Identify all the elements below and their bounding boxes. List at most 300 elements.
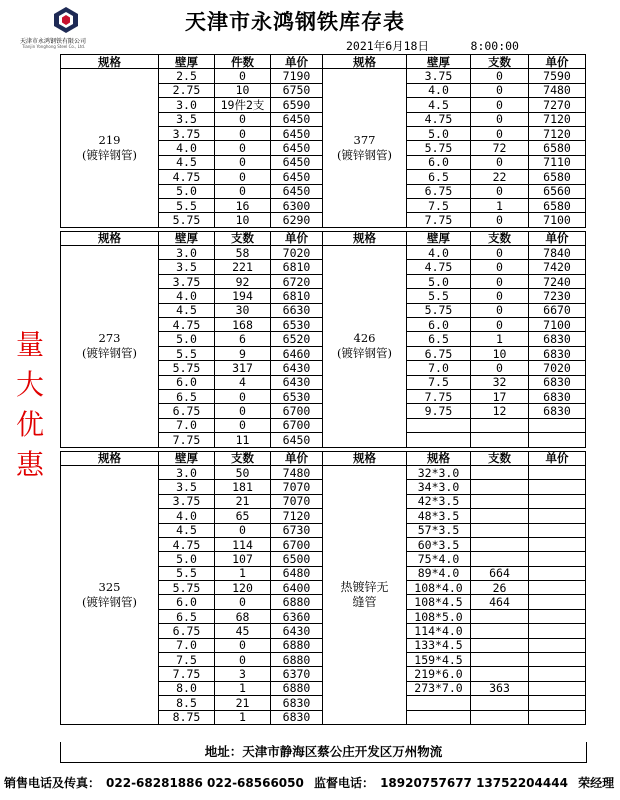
- thickness-cell: 6.75: [159, 624, 215, 638]
- sales-label: 销售电话及传真：: [4, 776, 101, 790]
- thickness-cell: [407, 418, 471, 432]
- header-row: [61, 231, 586, 245]
- col-header-spec: 规格: [61, 55, 159, 69]
- sales-phones: 022-68281886 022-68566050: [106, 776, 304, 790]
- thickness-cell: 4.0: [407, 83, 471, 97]
- col-header-thickness: 壁厚: [159, 55, 215, 69]
- thickness-cell: 6.0: [159, 595, 215, 609]
- price-cell: 6450: [271, 126, 323, 140]
- thickness-cell: [407, 696, 471, 710]
- price-cell: 6450: [271, 141, 323, 155]
- qty-cell: 0: [471, 83, 529, 97]
- qty-cell: 3: [215, 667, 271, 681]
- price-cell: 6300: [271, 198, 323, 212]
- qty-cell: 0: [471, 260, 529, 274]
- promo-char: 量: [15, 328, 44, 361]
- col-header-spec: 规格: [323, 55, 407, 69]
- price-cell: 6700: [271, 418, 323, 432]
- qty-cell: 16: [215, 198, 271, 212]
- thickness-cell: 4.5: [159, 155, 215, 169]
- header-row: [61, 55, 586, 69]
- price-cell: 6880: [271, 681, 323, 695]
- qty-cell: 21: [215, 696, 271, 710]
- thickness-cell: 2.5: [159, 69, 215, 83]
- qty-cell: 45: [215, 624, 271, 638]
- qty-cell: 22: [471, 170, 529, 184]
- col-header-thickness: 壁厚: [159, 451, 215, 465]
- price-cell: 7020: [271, 246, 323, 260]
- thickness-cell: 7.5: [159, 653, 215, 667]
- thickness-cell: 5.75: [407, 303, 471, 317]
- table-row: [61, 465, 586, 479]
- thickness-cell: 9.75: [407, 404, 471, 418]
- price-cell: 6450: [271, 155, 323, 169]
- price-cell: 6720: [271, 274, 323, 288]
- qty-cell: 0: [471, 155, 529, 169]
- price-cell: [529, 581, 586, 595]
- thickness-cell: 5.5: [159, 346, 215, 360]
- thickness-cell: 7.75: [407, 213, 471, 227]
- price-cell: [529, 710, 586, 724]
- thickness-cell: 42*3.5: [407, 494, 471, 508]
- price-cell: 6830: [529, 375, 586, 389]
- price-cell: 6450: [271, 433, 323, 447]
- qty-cell: [471, 696, 529, 710]
- col-header-spec: 规格: [323, 451, 407, 465]
- table-row: [61, 246, 586, 260]
- header: [0, 0, 590, 54]
- spec-number: 426: [353, 331, 376, 346]
- price-cell: 7480: [529, 83, 586, 97]
- price-cell: 6880: [271, 595, 323, 609]
- qty-cell: 0: [471, 126, 529, 140]
- qty-cell: 10: [215, 83, 271, 97]
- col-header-spec: 规格: [323, 231, 407, 245]
- thickness-cell: 5.0: [159, 552, 215, 566]
- thickness-cell: 5.0: [407, 126, 471, 140]
- price-cell: 7070: [271, 480, 323, 494]
- price-cell: 6480: [271, 566, 323, 580]
- col-header-price: 单价: [271, 55, 323, 69]
- qty-cell: 317: [215, 361, 271, 375]
- thickness-cell: 5.75: [407, 141, 471, 155]
- price-cell: 6590: [271, 98, 323, 112]
- price-cell: 7840: [529, 246, 586, 260]
- price-cell: 7420: [529, 260, 586, 274]
- monitor-phones: 18920757677 13752204444: [380, 776, 568, 790]
- qty-cell: 0: [471, 213, 529, 227]
- thickness-cell: 6.0: [407, 155, 471, 169]
- price-cell: 6370: [271, 667, 323, 681]
- time: 8:00:00: [470, 39, 519, 53]
- qty-cell: 114: [215, 537, 271, 551]
- price-cell: 6830: [529, 346, 586, 360]
- monitor-label: 监督电话：: [314, 776, 375, 790]
- col-header-spec: 规格: [61, 231, 159, 245]
- thickness-cell: 2.75: [159, 83, 215, 97]
- col-header-price: 单价: [529, 451, 586, 465]
- price-cell: [529, 433, 586, 447]
- col-header-price: 单价: [529, 231, 586, 245]
- qty-cell: [471, 667, 529, 681]
- company-logo-text: 天津市永鸿钢铁有限公司: [20, 38, 87, 45]
- thickness-cell: 114*4.0: [407, 624, 471, 638]
- price-cell: 6450: [271, 112, 323, 126]
- col-header-price: 单价: [271, 451, 323, 465]
- qty-cell: 19件2支: [215, 98, 271, 112]
- qty-cell: 4: [215, 375, 271, 389]
- price-cell: [529, 638, 586, 652]
- thickness-cell: 4.0: [159, 509, 215, 523]
- spec-type: (镀锌钢管): [337, 148, 392, 163]
- price-cell: 6360: [271, 609, 323, 623]
- qty-cell: 0: [471, 289, 529, 303]
- price-cell: 7100: [529, 318, 586, 332]
- spec-type: (镀锌钢管): [337, 346, 392, 361]
- qty-cell: 10: [471, 346, 529, 360]
- price-cell: [529, 494, 586, 508]
- price-cell: 6580: [529, 170, 586, 184]
- qty-cell: 0: [471, 274, 529, 288]
- price-cell: 6530: [271, 318, 323, 332]
- price-cell: 6290: [271, 213, 323, 227]
- spec-type: (镀锌钢管): [82, 346, 137, 361]
- thickness-cell: 4.75: [407, 112, 471, 126]
- spec-label: [323, 69, 407, 227]
- price-cell: 6430: [271, 624, 323, 638]
- thickness-cell: 6.5: [407, 170, 471, 184]
- thickness-cell: 3.75: [159, 494, 215, 508]
- qty-cell: 26: [471, 581, 529, 595]
- price-cell: 6560: [529, 184, 586, 198]
- thickness-cell: 4.0: [159, 141, 215, 155]
- qty-cell: 92: [215, 274, 271, 288]
- thickness-cell: 3.5: [159, 480, 215, 494]
- footer-contact: [4, 774, 615, 791]
- thickness-cell: 5.5: [159, 566, 215, 580]
- qty-cell: 0: [471, 303, 529, 317]
- price-cell: [529, 595, 586, 609]
- thickness-cell: 7.0: [159, 418, 215, 432]
- price-cell: 7110: [529, 155, 586, 169]
- thickness-cell: 4.75: [407, 260, 471, 274]
- price-cell: [529, 681, 586, 695]
- price-cell: [529, 418, 586, 432]
- thickness-cell: 3.5: [159, 260, 215, 274]
- qty-cell: 0: [215, 155, 271, 169]
- price-cell: 6580: [529, 141, 586, 155]
- price-cell: 6880: [271, 638, 323, 652]
- price-cell: 6450: [271, 184, 323, 198]
- thickness-cell: 75*4.0: [407, 552, 471, 566]
- price-cell: 7120: [271, 509, 323, 523]
- price-cell: 7590: [529, 69, 586, 83]
- qty-cell: 1: [215, 681, 271, 695]
- col-header-qty: 支数: [471, 55, 529, 69]
- price-cell: [529, 465, 586, 479]
- qty-cell: 0: [215, 126, 271, 140]
- col-header-qty: 支数: [471, 231, 529, 245]
- price-cell: 6460: [271, 346, 323, 360]
- company-logo-en: Tianjin Yonghong Steel Co., Ltd.: [22, 44, 86, 49]
- qty-cell: 65: [215, 509, 271, 523]
- qty-cell: 11: [215, 433, 271, 447]
- qty-cell: 664: [471, 566, 529, 580]
- thickness-cell: 5.0: [159, 184, 215, 198]
- thickness-cell: 3.0: [159, 98, 215, 112]
- qty-cell: 58: [215, 246, 271, 260]
- qty-cell: 194: [215, 289, 271, 303]
- spec-type: (镀锌钢管): [82, 594, 137, 609]
- qty-cell: 0: [215, 69, 271, 83]
- qty-cell: 1: [471, 332, 529, 346]
- col-header-thickness: 壁厚: [159, 231, 215, 245]
- price-cell: [529, 667, 586, 681]
- price-cell: 6830: [529, 332, 586, 346]
- thickness-cell: 273*7.0: [407, 681, 471, 695]
- qty-cell: 168: [215, 318, 271, 332]
- price-cell: 6520: [271, 332, 323, 346]
- qty-cell: 0: [215, 418, 271, 432]
- qty-cell: 0: [471, 69, 529, 83]
- spec-label: [61, 465, 159, 724]
- thickness-cell: 4.5: [407, 98, 471, 112]
- spec-type: (镀锌钢管): [82, 148, 137, 163]
- price-cell: [529, 552, 586, 566]
- thickness-cell: 8.0: [159, 681, 215, 695]
- qty-cell: 17: [471, 389, 529, 403]
- promo-char: 大: [15, 368, 44, 401]
- thickness-cell: 133*4.5: [407, 638, 471, 652]
- spec-number: 219: [98, 133, 121, 148]
- qty-cell: 72: [471, 141, 529, 155]
- qty-cell: 0: [215, 112, 271, 126]
- thickness-cell: 7.0: [159, 638, 215, 652]
- price-cell: 6630: [271, 303, 323, 317]
- thickness-cell: 48*3.5: [407, 509, 471, 523]
- price-cell: [529, 509, 586, 523]
- thickness-cell: 4.0: [159, 289, 215, 303]
- spec-number: 325: [98, 579, 121, 594]
- price-cell: [529, 523, 586, 537]
- price-cell: [529, 609, 586, 623]
- col-header-price: 单价: [529, 55, 586, 69]
- thickness-cell: 4.0: [407, 246, 471, 260]
- price-cell: 6430: [271, 361, 323, 375]
- qty-cell: [471, 494, 529, 508]
- qty-cell: [471, 433, 529, 447]
- price-cell: 6450: [271, 170, 323, 184]
- thickness-cell: [407, 710, 471, 724]
- spec-label: [323, 246, 407, 447]
- thickness-cell: 4.75: [159, 170, 215, 184]
- price-cell: [529, 696, 586, 710]
- qty-cell: 30: [215, 303, 271, 317]
- thickness-cell: 8.75: [159, 710, 215, 724]
- date: 2021年6月18日: [346, 39, 429, 53]
- qty-cell: 0: [215, 141, 271, 155]
- thickness-cell: 3.0: [159, 465, 215, 479]
- qty-cell: [471, 638, 529, 652]
- price-cell: 7020: [529, 361, 586, 375]
- qty-cell: [471, 624, 529, 638]
- price-cell: 7480: [271, 465, 323, 479]
- price-cell: 6830: [529, 389, 586, 403]
- qty-cell: 0: [471, 361, 529, 375]
- thickness-cell: 6.0: [407, 318, 471, 332]
- thickness-cell: [407, 433, 471, 447]
- spec-label: [323, 465, 407, 724]
- thickness-cell: 5.75: [159, 361, 215, 375]
- qty-cell: 1: [215, 710, 271, 724]
- price-cell: 6750: [271, 83, 323, 97]
- thickness-cell: 6.75: [407, 184, 471, 198]
- thickness-cell: 6.75: [159, 404, 215, 418]
- price-cell: 6500: [271, 552, 323, 566]
- spec-label: [61, 246, 159, 447]
- col-header-thickness: 规格: [407, 451, 471, 465]
- thickness-cell: 219*6.0: [407, 667, 471, 681]
- price-cell: 7100: [529, 213, 586, 227]
- col-header-thickness: 壁厚: [407, 55, 471, 69]
- qty-cell: [471, 552, 529, 566]
- col-header-price: 单价: [271, 231, 323, 245]
- price-cell: 6830: [271, 696, 323, 710]
- thickness-cell: 108*4.0: [407, 581, 471, 595]
- thickness-cell: 6.5: [159, 389, 215, 403]
- price-cell: 7270: [529, 98, 586, 112]
- qty-cell: 363: [471, 681, 529, 695]
- price-cell: [529, 653, 586, 667]
- col-header-thickness: 壁厚: [407, 231, 471, 245]
- price-cell: 6670: [529, 303, 586, 317]
- qty-cell: 21: [215, 494, 271, 508]
- col-header-qty: 支数: [215, 451, 271, 465]
- thickness-cell: 32*3.0: [407, 465, 471, 479]
- qty-cell: 6: [215, 332, 271, 346]
- qty-cell: 107: [215, 552, 271, 566]
- qty-cell: 1: [215, 566, 271, 580]
- price-cell: 6700: [271, 404, 323, 418]
- col-header-qty: 支数: [471, 451, 529, 465]
- qty-cell: 0: [215, 523, 271, 537]
- thickness-cell: 3.75: [159, 126, 215, 140]
- qty-cell: [471, 710, 529, 724]
- qty-cell: 0: [471, 318, 529, 332]
- thickness-cell: 89*4.0: [407, 566, 471, 580]
- price-cell: [529, 624, 586, 638]
- thickness-cell: 57*3.5: [407, 523, 471, 537]
- qty-cell: 50: [215, 465, 271, 479]
- qty-cell: 0: [215, 638, 271, 652]
- thickness-cell: 4.75: [159, 318, 215, 332]
- thickness-cell: 4.5: [159, 523, 215, 537]
- qty-cell: 12: [471, 404, 529, 418]
- thickness-cell: 60*3.5: [407, 537, 471, 551]
- qty-cell: 0: [215, 404, 271, 418]
- qty-cell: [471, 418, 529, 432]
- page-title: 天津市永鸿钢铁库存表: [185, 9, 405, 34]
- qty-cell: 0: [471, 112, 529, 126]
- qty-cell: [471, 609, 529, 623]
- qty-cell: [471, 480, 529, 494]
- col-header-spec: 规格: [61, 451, 159, 465]
- qty-cell: 0: [215, 653, 271, 667]
- qty-cell: 1: [471, 198, 529, 212]
- promo-char: 优: [15, 408, 44, 441]
- price-cell: 7240: [529, 274, 586, 288]
- price-cell: 6810: [271, 260, 323, 274]
- price-cell: 7120: [529, 126, 586, 140]
- thickness-cell: 5.5: [407, 289, 471, 303]
- thickness-cell: 7.5: [407, 375, 471, 389]
- price-cell: [529, 480, 586, 494]
- qty-cell: 0: [215, 184, 271, 198]
- price-cell: 7070: [271, 494, 323, 508]
- thickness-cell: 6.75: [407, 346, 471, 360]
- thickness-cell: 5.75: [159, 581, 215, 595]
- price-cell: 6700: [271, 537, 323, 551]
- qty-cell: 10: [215, 213, 271, 227]
- qty-cell: 464: [471, 595, 529, 609]
- inventory-table: [60, 54, 586, 725]
- table-row: [61, 69, 586, 83]
- side-promo: [8, 325, 52, 485]
- thickness-cell: 3.75: [159, 274, 215, 288]
- thickness-cell: 5.75: [159, 213, 215, 227]
- qty-cell: [471, 653, 529, 667]
- promo-char: 惠: [15, 448, 44, 481]
- qty-cell: [471, 537, 529, 551]
- thickness-cell: 3.75: [407, 69, 471, 83]
- price-cell: 6530: [271, 389, 323, 403]
- thickness-cell: 108*4.5: [407, 595, 471, 609]
- qty-cell: 0: [471, 246, 529, 260]
- thickness-cell: 5.0: [407, 274, 471, 288]
- thickness-cell: 5.5: [159, 198, 215, 212]
- qty-cell: 68: [215, 609, 271, 623]
- qty-cell: 221: [215, 260, 271, 274]
- qty-cell: 0: [471, 98, 529, 112]
- thickness-cell: 6.5: [407, 332, 471, 346]
- thickness-cell: 4.75: [159, 537, 215, 551]
- thickness-cell: 7.75: [159, 433, 215, 447]
- price-cell: 6400: [271, 581, 323, 595]
- thickness-cell: 6.0: [159, 375, 215, 389]
- thickness-cell: 34*3.0: [407, 480, 471, 494]
- thickness-cell: 3.0: [159, 246, 215, 260]
- qty-cell: 0: [215, 389, 271, 403]
- address: 地址：天津市静海区蔡公庄开发区万州物流: [60, 742, 587, 763]
- qty-cell: [471, 465, 529, 479]
- spec-type: 热镀锌无缝管: [340, 579, 389, 609]
- price-cell: 6830: [271, 710, 323, 724]
- thickness-cell: 7.5: [407, 198, 471, 212]
- price-cell: 6830: [529, 404, 586, 418]
- price-cell: 6430: [271, 375, 323, 389]
- price-cell: [529, 537, 586, 551]
- qty-cell: [471, 509, 529, 523]
- qty-cell: 9: [215, 346, 271, 360]
- contact-name: 荣经理: [578, 776, 615, 790]
- qty-cell: 0: [471, 184, 529, 198]
- price-cell: 6730: [271, 523, 323, 537]
- thickness-cell: 159*4.5: [407, 653, 471, 667]
- price-cell: 6880: [271, 653, 323, 667]
- price-cell: 7230: [529, 289, 586, 303]
- thickness-cell: 7.75: [407, 389, 471, 403]
- col-header-qty: 件数: [215, 55, 271, 69]
